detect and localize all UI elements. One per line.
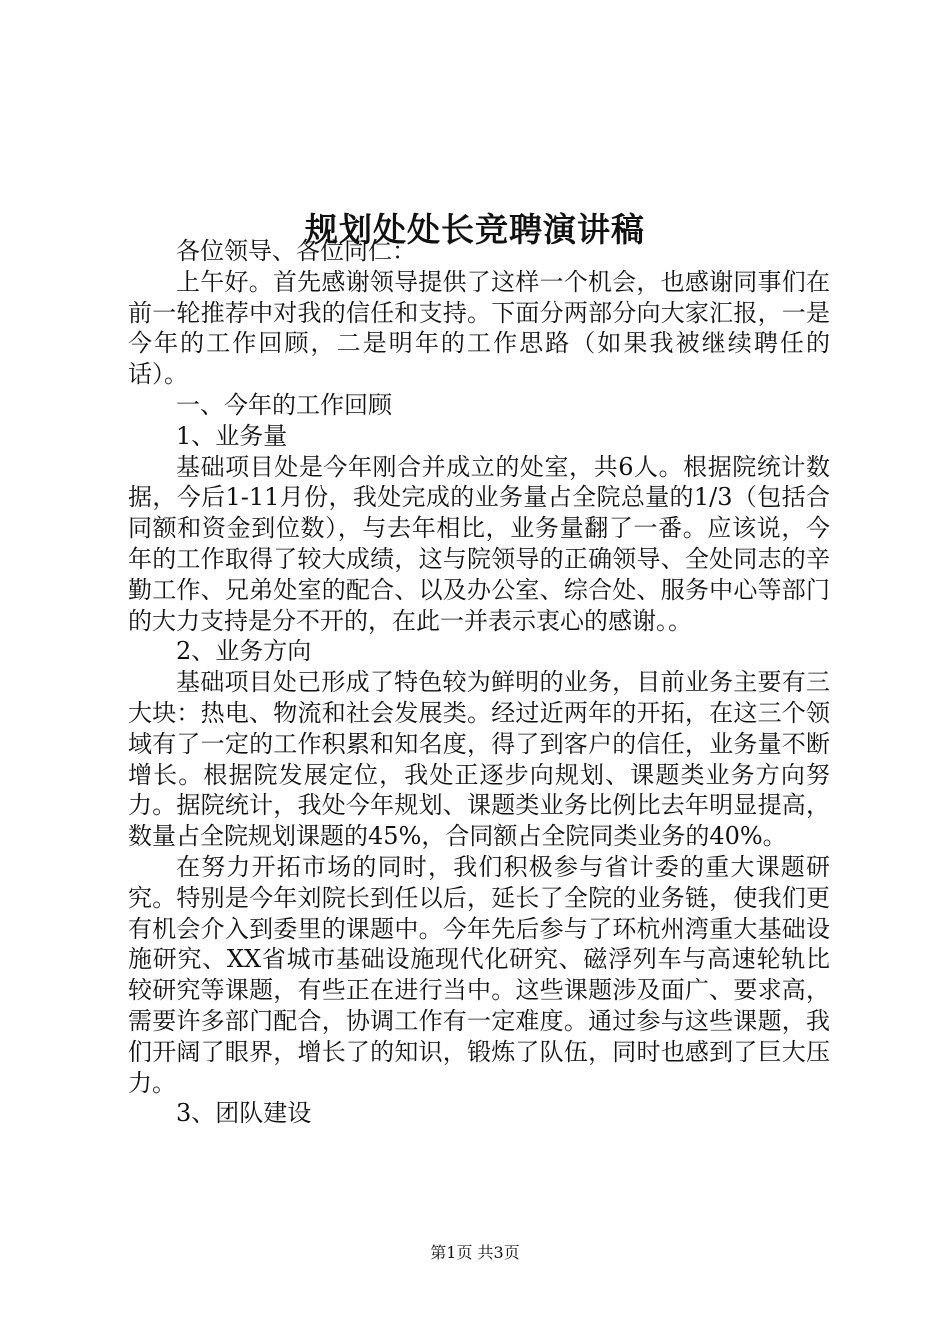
section-heading-review: 一、今年的工作回顾: [176, 390, 392, 419]
opening-paragraph: 上午好。首先感谢领导提供了这样一个机会，也感谢同事们在前一轮推荐中对我的信任和支持。下面分两部分向大家汇报，一是今年的工作回顾，二是明年的工作思路（如果我被继续聘任的话）。: [128, 267, 830, 389]
page-title: 规划处处长竞聘演讲稿: [305, 210, 645, 250]
salutation-paragraph: 各位领导、各位同仁：: [176, 237, 416, 265]
research-paragraph: 在努力开拓市场的同时，我们积极参与省计委的重大课题研究。特别是今年刘院长到任以后，延长了全院的业务链，使我们更有机会介入到委里的课题中。今年先后参与了环杭州湾重大基础设施研究、XX省城市基础设施现代化研究、磁浮列车与高速轮轨比较研究等课题，有些正在进行当中。这些课题涉及面广、要求高，需要许多部门配合，协调工作有一定难度。通过参与这些课题，我们开阔了眼界，增长了的知识，锻炼了队伍，同时也感到了巨大压力。: [128, 852, 830, 1097]
document-body: [128, 236, 830, 1129]
business-volume-paragraph: 基础项目处是今年刚合并成立的处室，共6人。根据院统计数据，今后1-11月份，我处完成的业务量占全院总量的1/3（包括合同额和资金到位数），与去年相比，业务量翻了一番。应该说，今年的工作取得了较大成绩，这与院领导的正确领导、全处同志的辛勤工作、兄弟处室的配合、以及办公室、综合处、服务中心等部门的大力支持是分不开的，在此一并表示衷心的感谢。。: [128, 452, 830, 635]
business-direction-paragraph: 基础项目处已形成了特色较为鲜明的业务，目前业务主要有三大块：热电、物流和社会发展类。经过近两年的开拓，在这三个领域有了一定的工作积累和知名度，得了到客户的信任，业务量不断增长。根据院发展定位，我处正逐步向规划、课题类业务方向努力。据院统计，我处今年规划、课题类业务比例比去年明显提高，数量占全院规划课题的45%，合同额占全院同类业务的40%。: [128, 668, 830, 851]
subheading-team-building: 3、团队建设: [176, 1099, 312, 1128]
subheading-business-direction: 2、业务方向: [176, 637, 312, 666]
subheading-business-volume: 1、业务量: [176, 421, 288, 450]
page-footer: 第1页 共3页: [430, 1243, 520, 1262]
